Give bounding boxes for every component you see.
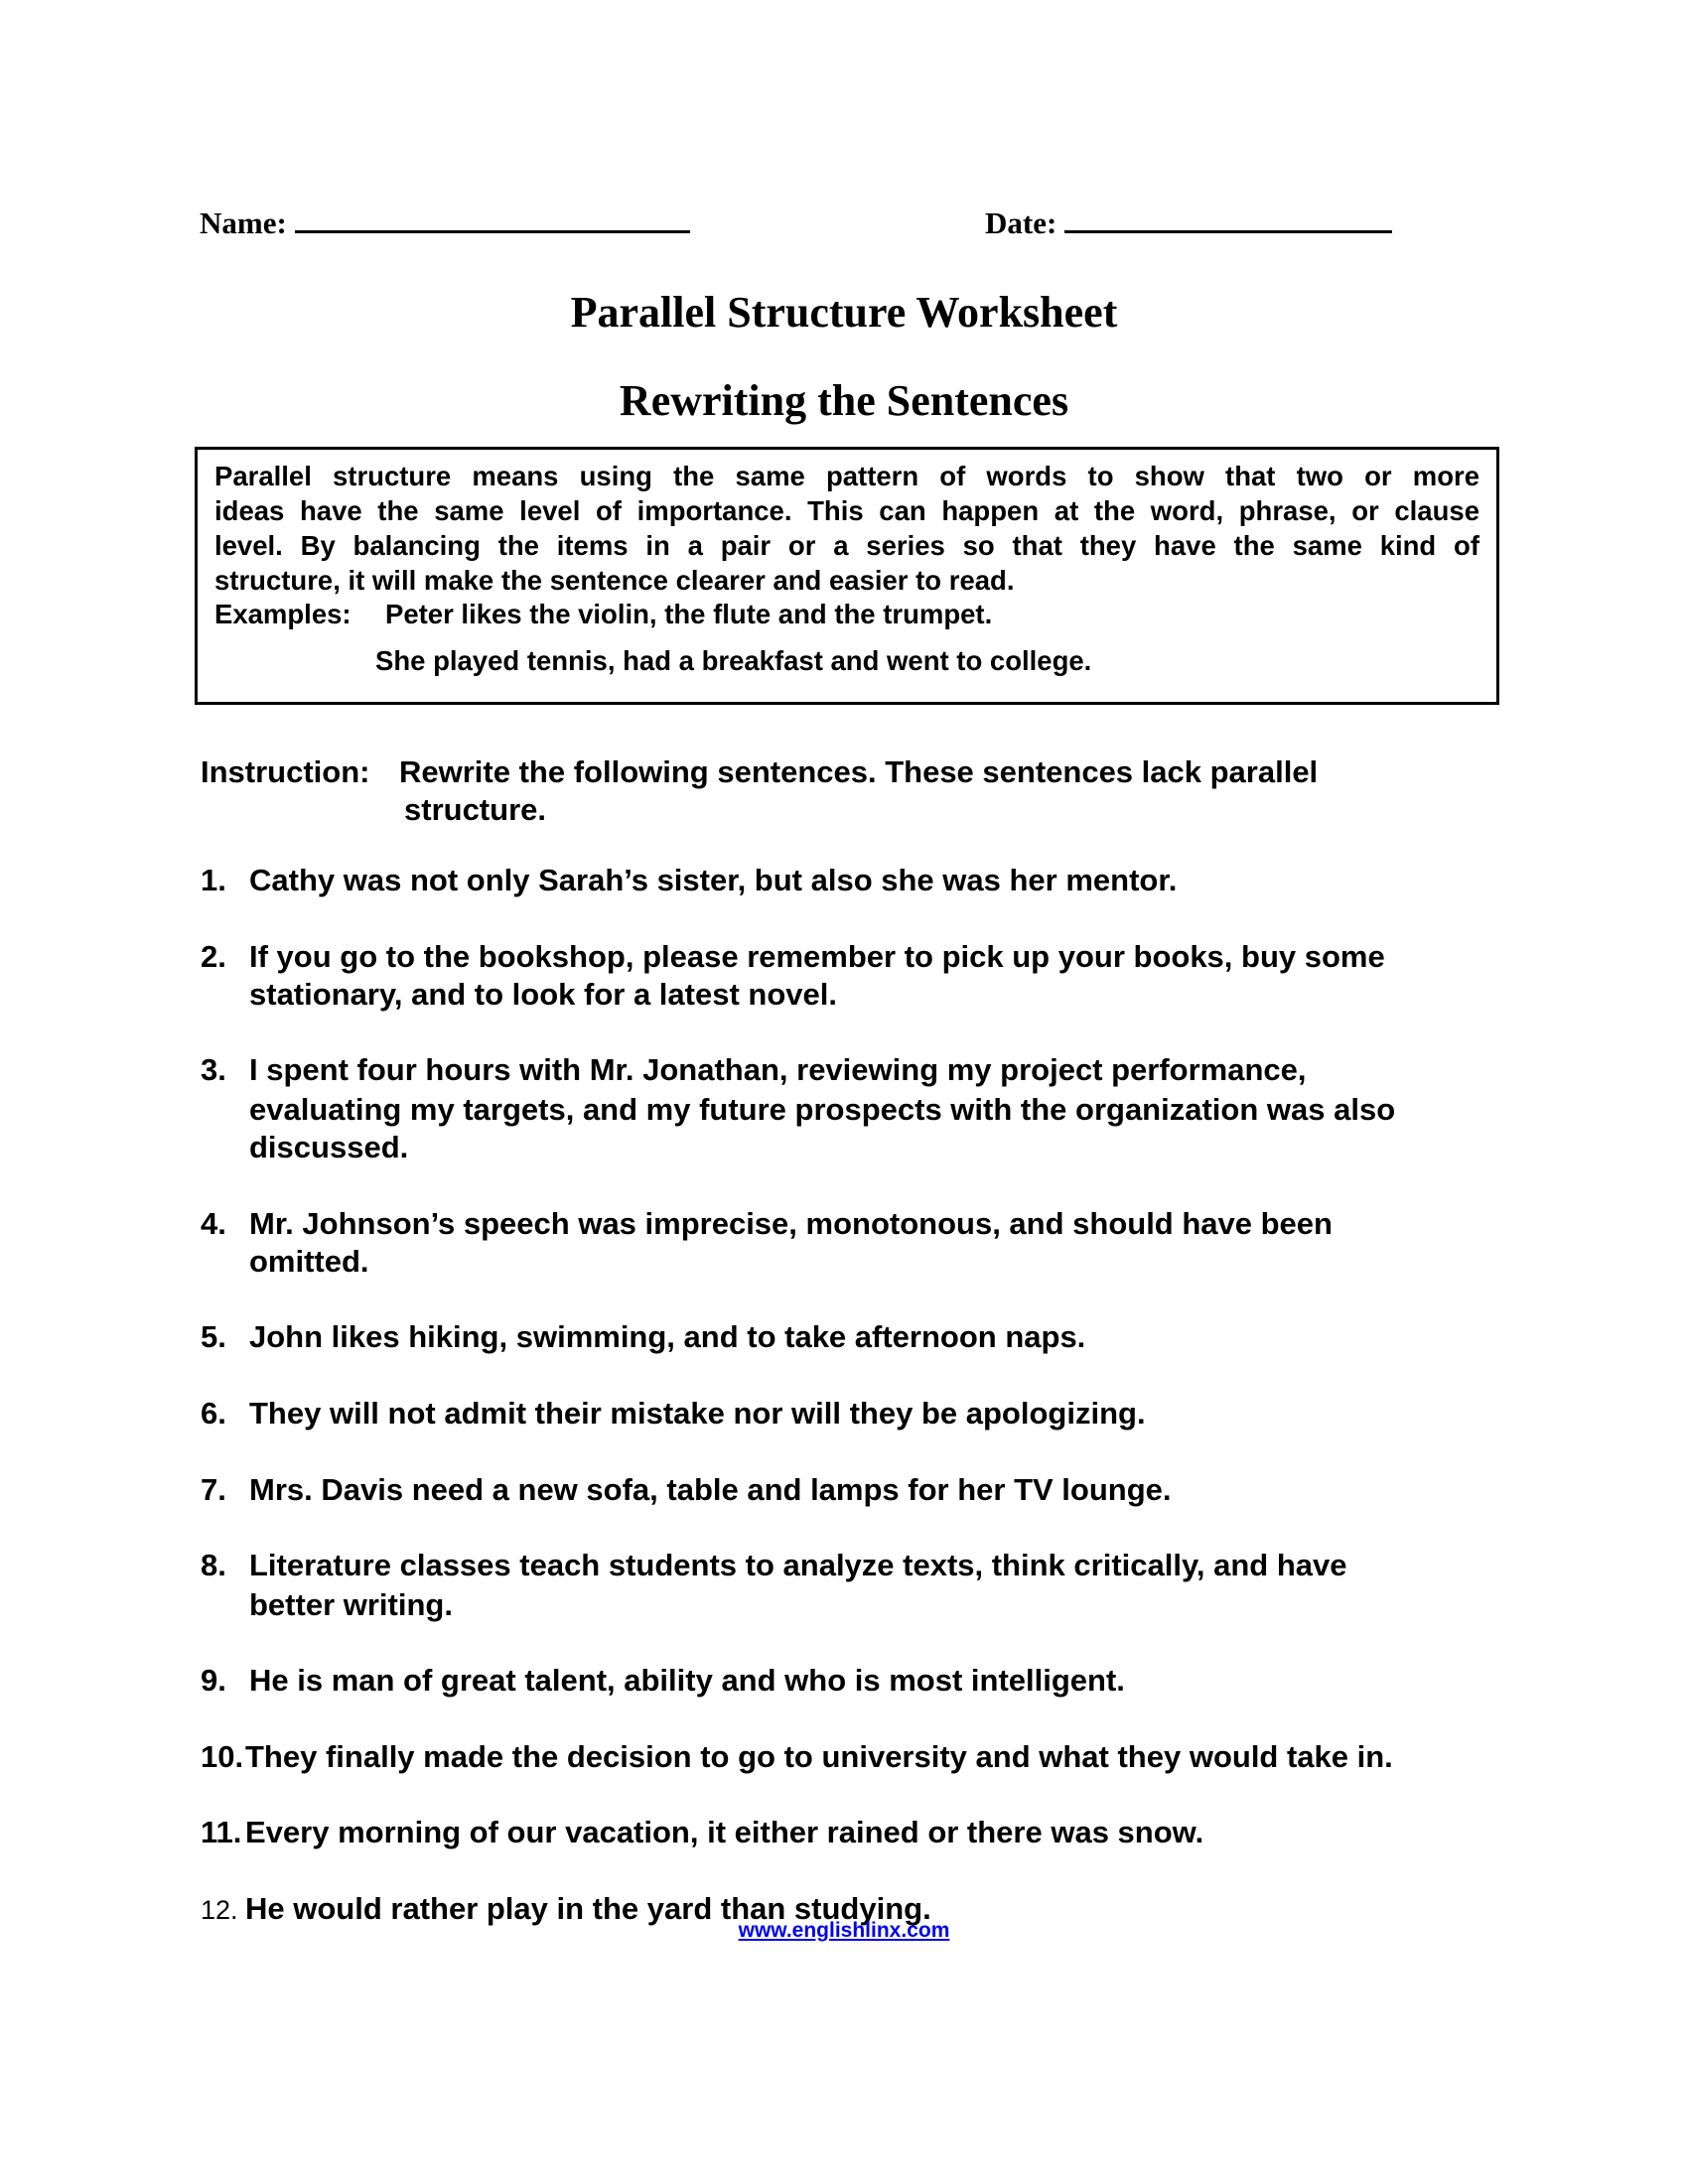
page-title: Parallel Structure Worksheet [570, 288, 1118, 337]
instruction-label: Instruction: [201, 754, 370, 789]
item-number: 5. [201, 1319, 226, 1354]
example-2: She played tennis, had a breakfast and went to college. [375, 645, 1092, 676]
item-text-line: He would rather play in the yard than studying. [245, 1891, 931, 1926]
item-text-line: Cathy was not only Sarah’s sister, but also she was her mentor. [249, 863, 1178, 897]
instruction-text-line1: Rewrite the following sentences. These sentences lack parallel [399, 754, 1319, 789]
item-text-line: If you go to the bookshop, please remember to pick up your books, buy some [249, 939, 1385, 974]
item-text-line: I spent four hours with Mr. Jonathan, reviewing my project performance, [249, 1052, 1307, 1087]
item-number: 12. [201, 1895, 238, 1925]
item-number: 10. [201, 1739, 244, 1774]
item-text-line: evaluating my targets, and my future prospects with the organization was also [249, 1092, 1396, 1127]
item-text-line: He is man of great talent, ability and who is most intelligent. [249, 1663, 1125, 1698]
name-label: Name: [200, 205, 287, 240]
item-number: 4. [201, 1206, 226, 1241]
item-text-line: discussed. [249, 1130, 409, 1164]
item-text-line: Mr. Johnson’s speech was imprecise, monotonous, and should have been [249, 1206, 1333, 1241]
item-number: 6. [201, 1396, 226, 1431]
item-number: 9. [201, 1663, 226, 1698]
definition-line: Parallel structure means using the same pattern of words to show that two or more [214, 461, 1479, 491]
name-blank-line[interactable] [295, 229, 690, 233]
definition-line: ideas have the same level of importance. This can happen at the word, phrase, or clause [214, 495, 1479, 526]
item-text-line: John likes hiking, swimming, and to take afternoon naps. [249, 1319, 1086, 1354]
date-field [985, 207, 1392, 238]
item-number: 3. [201, 1052, 226, 1087]
item-number: 1. [201, 863, 226, 897]
example-1: Peter likes the violin, the flute and the trumpet. [385, 599, 993, 629]
item-text-line: They finally made the decision to go to university and what they would take in. [245, 1739, 1393, 1774]
name-field [200, 207, 690, 238]
item-text-line: Every morning of our vacation, it either rained or there was snow. [245, 1815, 1204, 1849]
item-text-line: stationary, and to look for a latest novel. [249, 977, 837, 1012]
definition-line: structure, it will make the sentence clearer and easier to read. [214, 565, 1015, 596]
examples-label: Examples: [214, 599, 352, 629]
item-number: 8. [201, 1548, 226, 1582]
item-number: 2. [201, 939, 226, 974]
page-subtitle: Rewriting the Sentences [619, 376, 1069, 425]
item-text-line: better writing. [249, 1587, 453, 1622]
item-number: 11. [201, 1815, 242, 1849]
definition-line: level. By balancing the items in a pair or a series so that they have the same kind of [214, 530, 1479, 561]
instruction-text-line2: structure. [404, 792, 546, 827]
item-number: 7. [201, 1472, 226, 1507]
item-text-line: Mrs. Davis need a new sofa, table and lamps for her TV lounge. [249, 1472, 1172, 1507]
item-text-line: omitted. [249, 1244, 369, 1279]
date-label: Date: [985, 205, 1057, 240]
date-blank-line[interactable] [1064, 229, 1392, 233]
item-text-line: Literature classes teach students to analyze texts, think critically, and have [249, 1548, 1347, 1582]
footer-link[interactable]: www.englishlinx.com [738, 1919, 950, 1942]
item-text-line: They will not admit their mistake nor will they be apologizing. [249, 1396, 1146, 1431]
